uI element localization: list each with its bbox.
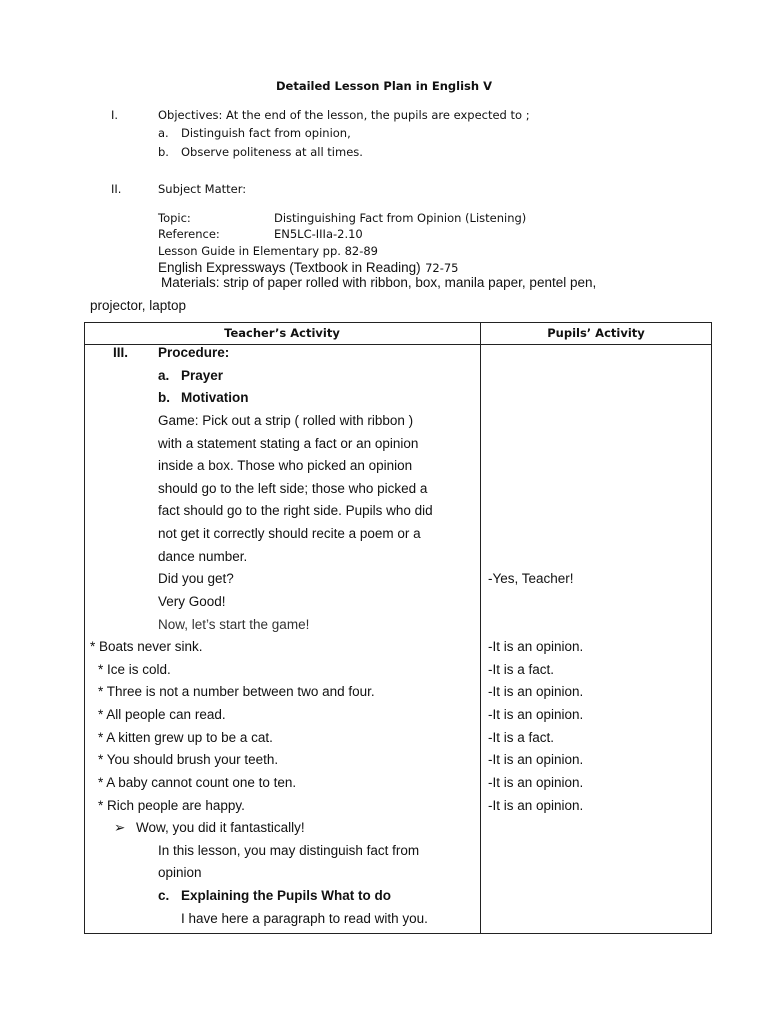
did-you-get: Did you get?	[158, 571, 234, 586]
statement-response: -It is an opinion.	[488, 798, 584, 813]
paragraph-line: I have here a paragraph to read with you.	[181, 911, 428, 926]
objective-b-text: Observe politeness at all times.	[181, 145, 363, 159]
objective-a-text: Distinguish fact from opinion,	[181, 126, 351, 140]
very-good: Very Good!	[158, 594, 226, 609]
statement: * A kitten grew up to be a cat.	[98, 730, 273, 745]
statement: * Ice is cold.	[98, 662, 171, 677]
statement-response: -It is an opinion.	[488, 775, 584, 790]
reference-value: EN5LC-IIIa-2.10	[274, 227, 363, 241]
statement: * A baby cannot count one to ten.	[98, 775, 297, 790]
statement-response: -It is an opinion.	[488, 707, 584, 722]
motivation-letter: b.	[158, 390, 170, 405]
objective-a-letter: a.	[158, 126, 169, 140]
game-line: fact should go to the right side. Pupils who did	[158, 503, 433, 518]
statement-response: -It is a fact.	[488, 662, 555, 677]
lesson-guide: Lesson Guide in Elementary pp. 82-89	[158, 244, 378, 258]
objectives-numeral: I.	[111, 108, 119, 122]
materials-line1: Materials: strip of paper rolled with ribbon, box, manila paper, pentel pen,	[161, 275, 597, 290]
table-column-divider	[480, 322, 481, 934]
statement: * All people can read.	[98, 707, 226, 722]
statement-response: -It is a fact.	[488, 730, 555, 745]
prayer-letter: a.	[158, 368, 170, 383]
objective-b-letter: b.	[158, 145, 169, 159]
header-teacher-activity: Teacher’s Activity	[224, 326, 340, 340]
statement: * Rich people are happy.	[98, 798, 245, 813]
page-title: Detailed Lesson Plan in English V	[276, 79, 492, 93]
statement: * Boats never sink.	[90, 639, 203, 654]
statement: * Three is not a number between two and four.	[98, 684, 375, 699]
objectives-label: Objectives: At the end of the lesson, the pupils are expected to ;	[158, 108, 530, 122]
game-line: with a statement stating a fact or an opinion	[158, 436, 419, 451]
motivation-label: Motivation	[181, 390, 249, 405]
explaining-label: Explaining the Pupils What to do	[181, 888, 391, 903]
topic-value: Distinguishing Fact from Opinion (Listening)	[274, 211, 527, 225]
game-line: not get it correctly should recite a poem or a	[158, 526, 421, 541]
game-line: dance number.	[158, 549, 248, 564]
prayer-label: Prayer	[181, 368, 224, 383]
explaining-letter: c.	[158, 888, 170, 903]
lesson-line: In this lesson, you may distinguish fact from	[158, 843, 420, 858]
textbook-pages: 72-75	[425, 261, 459, 275]
statement-response: -It is an opinion.	[488, 684, 584, 699]
topic-label: Topic:	[158, 211, 191, 225]
materials-line2: projector, laptop	[90, 298, 187, 313]
arrow-bullet-icon: ➢	[114, 820, 126, 835]
subject-matter-numeral: II.	[111, 182, 122, 196]
subject-matter-label: Subject Matter:	[158, 182, 247, 196]
start-game: Now, let’s start the game!	[158, 617, 310, 632]
did-you-get-response: -Yes, Teacher!	[488, 571, 574, 586]
header-pupils-activity: Pupils’ Activity	[547, 326, 645, 340]
game-line: Game: Pick out a strip ( rolled with ribbon )	[158, 413, 414, 428]
lesson-line: opinion	[158, 865, 202, 880]
wow-text: Wow, you did it fantastically!	[136, 820, 305, 835]
procedure-numeral: III.	[113, 345, 129, 360]
reference-label: Reference:	[158, 227, 220, 241]
statement-response: -It is an opinion.	[488, 639, 584, 654]
textbook-main: English Expressways (Textbook in Reading)	[158, 260, 421, 275]
statement-response: -It is an opinion.	[488, 752, 584, 767]
statement: * You should brush your teeth.	[98, 752, 279, 767]
game-line: should go to the left side; those who picked a	[158, 481, 428, 496]
game-line: inside a box. Those who picked an opinion	[158, 458, 413, 473]
procedure-label: Procedure:	[158, 345, 230, 360]
